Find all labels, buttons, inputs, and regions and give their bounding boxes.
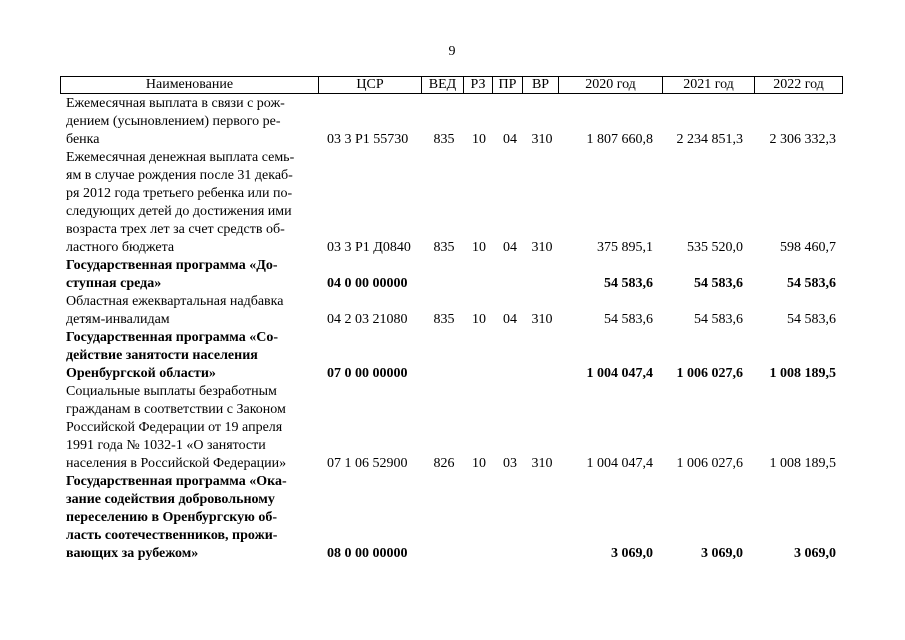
row-name: Государственная программа «До- ступная среда» [66, 258, 278, 291]
row-csr: 04 0 00 00000 [327, 276, 408, 291]
row-2020: 54 583,6 [604, 312, 653, 327]
row-2021: 54 583,6 [694, 276, 743, 291]
row-2020: 1 004 047,4 [586, 366, 653, 381]
row-2020: 1 807 660,8 [586, 132, 653, 147]
row-vr: 310 [531, 240, 553, 255]
row-vr: 310 [531, 456, 553, 471]
table-header [60, 76, 843, 94]
table-row [60, 383, 843, 473]
row-2021: 1 006 027,6 [676, 366, 743, 381]
header-pr: ПР [492, 77, 522, 93]
table-row [60, 293, 843, 329]
row-ved: 835 [433, 240, 455, 255]
row-2021: 1 006 027,6 [676, 456, 743, 471]
row-vr: 310 [531, 132, 553, 147]
row-ved: 826 [433, 456, 455, 471]
row-2022: 1 008 189,5 [769, 456, 836, 471]
header-csr: ЦСР [318, 77, 421, 93]
row-ved: 835 [433, 312, 455, 327]
row-pr: 04 [503, 312, 517, 327]
row-2021: 2 234 851,3 [676, 132, 743, 147]
row-2022: 3 069,0 [794, 546, 836, 561]
row-2020: 54 583,6 [604, 276, 653, 291]
header-name: Наименование [145, 77, 234, 92]
header-2020: 2020 год [558, 77, 662, 93]
header-2021: 2021 год [662, 77, 754, 93]
row-csr: 07 1 06 52900 [327, 456, 408, 471]
table-row [60, 329, 843, 383]
header-2022: 2022 год [754, 77, 842, 93]
row-2022: 598 460,7 [780, 240, 836, 255]
row-csr: 07 0 00 00000 [327, 366, 408, 381]
table-row [60, 149, 843, 257]
row-name: Социальные выплаты безработным гражданам в соответствии с Законом Российской Федерации от 19 апреля 1991 года № 1032-1 «О занятости населения в Российской Федерации» [66, 384, 287, 471]
row-pr: 04 [503, 132, 517, 147]
row-name: Ежемесячная денежная выплата семь- ям в случае рождения после 31 декаб- ря 2012 года третьего ребенка или по- следующих детей до достижения ими возраста трех лет за счет средств об- ластного бюджета [66, 150, 295, 255]
row-2020: 1 004 047,4 [586, 456, 653, 471]
row-csr: 03 3 Р1 55730 [327, 132, 409, 147]
row-csr: 08 0 00 00000 [327, 546, 408, 561]
row-name: Государственная программа «Ока- зание содействия добровольному переселению в Оренбургскую об- ласть соотечественников, прожи- вающих за рубежом» [66, 474, 287, 561]
row-2022: 54 583,6 [787, 276, 836, 291]
table-row [60, 95, 843, 149]
row-csr: 03 3 Р1 Д0840 [327, 240, 411, 255]
row-2021: 54 583,6 [694, 312, 743, 327]
table-row [60, 257, 843, 293]
row-rz: 10 [472, 312, 486, 327]
row-name: Областная ежеквартальная надбавка детям-инвалидам [66, 294, 284, 327]
row-rz: 10 [472, 456, 486, 471]
row-2020: 3 069,0 [611, 546, 653, 561]
row-rz: 10 [472, 132, 486, 147]
row-rz: 10 [472, 240, 486, 255]
table-row [60, 473, 843, 563]
row-name: Ежемесячная выплата в связи с рож- дением (усыновлением) первого ре- бенка [66, 96, 285, 147]
header-ved: ВЕД [421, 77, 463, 93]
row-csr: 04 2 03 21080 [327, 312, 408, 327]
row-2022: 54 583,6 [787, 312, 836, 327]
page-number: 9 [448, 44, 456, 59]
row-2022: 1 008 189,5 [769, 366, 836, 381]
row-2022: 2 306 332,3 [769, 132, 836, 147]
row-2021: 3 069,0 [701, 546, 743, 561]
row-2021: 535 520,0 [687, 240, 743, 255]
row-vr: 310 [531, 312, 553, 327]
row-name: Государственная программа «Со- действие занятости населения Оренбургской области» [66, 330, 279, 381]
header-rz: РЗ [463, 77, 492, 93]
row-2020: 375 895,1 [597, 240, 653, 255]
row-ved: 835 [433, 132, 455, 147]
row-pr: 04 [503, 240, 517, 255]
header-vr: ВР [522, 77, 558, 93]
row-pr: 03 [503, 456, 517, 471]
